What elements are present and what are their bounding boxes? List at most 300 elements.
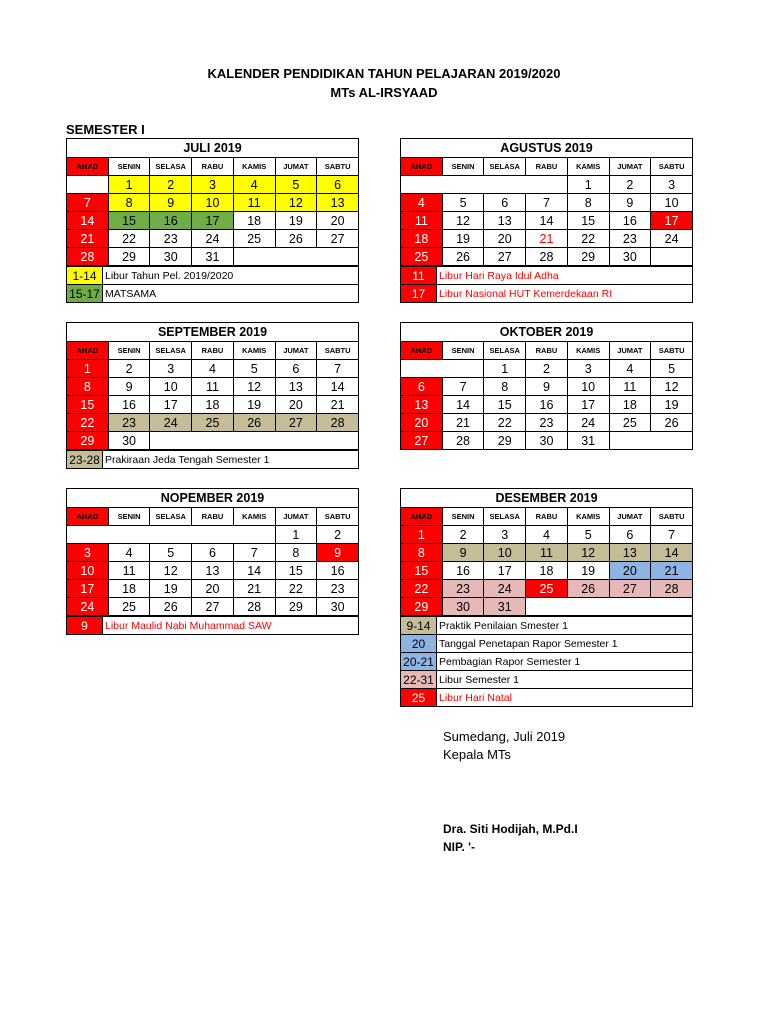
day-cell: 4 (108, 544, 150, 562)
day-cell: 2 (442, 526, 484, 544)
signature-role: Kepala MTs (443, 747, 511, 762)
empty-day-cell (442, 176, 484, 194)
day-name-header: AHAD (401, 158, 443, 176)
day-cell: 19 (150, 580, 192, 598)
day-name-header: SABTU (651, 342, 693, 360)
month-title: JULI 2019 (67, 139, 359, 158)
legend-code: 9 (67, 617, 103, 635)
day-cell: 1 (484, 360, 526, 378)
day-cell: 25 (609, 414, 651, 432)
day-cell: 22 (484, 414, 526, 432)
day-cell: 10 (651, 194, 693, 212)
day-cell: 7 (442, 378, 484, 396)
week-row (401, 176, 693, 194)
empty-day-cell (192, 432, 234, 450)
day-name-header: AHAD (67, 158, 109, 176)
day-cell: 23 (108, 414, 150, 432)
day-cell: 28 (233, 598, 275, 616)
day-cell: 24 (484, 580, 526, 598)
day-cell: 27 (401, 432, 443, 450)
day-cell: 10 (67, 562, 109, 580)
day-cell: 3 (192, 176, 234, 194)
legend-row (67, 451, 359, 469)
day-cell: 17 (484, 562, 526, 580)
day-cell: 22 (401, 580, 443, 598)
legend-row (401, 617, 693, 635)
day-name-header: JUMAT (609, 342, 651, 360)
day-cell: 7 (233, 544, 275, 562)
day-cell: 16 (108, 396, 150, 414)
day-name-header: SENIN (442, 508, 484, 526)
empty-day-cell (401, 360, 443, 378)
day-cell: 12 (233, 378, 275, 396)
day-cell: 18 (526, 562, 568, 580)
legend-row (401, 267, 693, 285)
empty-day-cell (233, 432, 275, 450)
day-name-header: KAMIS (233, 508, 275, 526)
day-cell: 16 (526, 396, 568, 414)
legend-description: MATSAMA (103, 285, 359, 303)
day-cell: 5 (442, 194, 484, 212)
week-row (67, 432, 359, 450)
month-september (66, 322, 359, 469)
day-name-header: JUMAT (609, 158, 651, 176)
day-cell: 1 (567, 176, 609, 194)
month-title: SEPTEMBER 2019 (67, 323, 359, 342)
day-cell: 20 (317, 212, 359, 230)
day-cell: 11 (401, 212, 443, 230)
month-november (66, 488, 359, 635)
day-cell: 28 (651, 580, 693, 598)
day-cell: 24 (192, 230, 234, 248)
day-cell: 18 (233, 212, 275, 230)
day-cell: 21 (67, 230, 109, 248)
legend-code: 9-14 (401, 617, 437, 635)
empty-day-cell (150, 526, 192, 544)
day-cell: 7 (317, 360, 359, 378)
day-cell: 19 (651, 396, 693, 414)
day-cell: 5 (567, 526, 609, 544)
week-row (401, 248, 693, 266)
empty-day-cell (609, 432, 651, 450)
day-cell: 26 (442, 248, 484, 266)
day-cell: 1 (67, 360, 109, 378)
day-cell: 19 (567, 562, 609, 580)
semester-label: SEMESTER I (66, 122, 145, 137)
empty-day-cell (651, 248, 693, 266)
day-cell: 22 (275, 580, 317, 598)
day-cell: 5 (275, 176, 317, 194)
week-row (401, 396, 693, 414)
day-cell: 19 (442, 230, 484, 248)
day-cell: 9 (526, 378, 568, 396)
legend-code: 11 (401, 267, 437, 285)
day-cell: 14 (651, 544, 693, 562)
legend-code: 23-28 (67, 451, 103, 469)
day-cell: 9 (150, 194, 192, 212)
week-row (67, 396, 359, 414)
legend-description: Libur Tahun Pel. 2019/2020 (103, 267, 359, 285)
day-cell: 8 (275, 544, 317, 562)
day-name-header: KAMIS (567, 342, 609, 360)
day-name-header: RABU (192, 342, 234, 360)
day-cell: 3 (651, 176, 693, 194)
day-cell: 14 (67, 212, 109, 230)
calendar-table (66, 322, 359, 450)
day-cell: 30 (609, 248, 651, 266)
day-cell: 20 (192, 580, 234, 598)
empty-day-cell (275, 248, 317, 266)
day-cell: 5 (150, 544, 192, 562)
day-cell: 12 (150, 562, 192, 580)
empty-day-cell (192, 526, 234, 544)
day-cell: 30 (526, 432, 568, 450)
day-name-header: JUMAT (609, 508, 651, 526)
day-name-header: SABTU (651, 508, 693, 526)
day-cell: 16 (317, 562, 359, 580)
day-cell: 17 (150, 396, 192, 414)
day-name-header: SELASA (484, 158, 526, 176)
day-cell: 7 (526, 194, 568, 212)
day-cell: 27 (484, 248, 526, 266)
empty-day-cell (233, 526, 275, 544)
empty-day-cell (317, 248, 359, 266)
day-cell: 3 (67, 544, 109, 562)
day-cell: 3 (484, 526, 526, 544)
day-cell: 13 (401, 396, 443, 414)
day-cell: 27 (317, 230, 359, 248)
day-cell: 14 (442, 396, 484, 414)
legend-row (401, 653, 693, 671)
day-cell: 20 (401, 414, 443, 432)
day-cell: 27 (609, 580, 651, 598)
day-cell: 9 (108, 378, 150, 396)
day-cell: 26 (233, 414, 275, 432)
day-cell: 17 (67, 580, 109, 598)
legend-row (67, 285, 359, 303)
day-cell: 5 (233, 360, 275, 378)
day-cell: 11 (609, 378, 651, 396)
day-cell: 11 (192, 378, 234, 396)
day-cell: 21 (317, 396, 359, 414)
week-row (401, 194, 693, 212)
day-cell: 25 (108, 598, 150, 616)
day-cell: 24 (150, 414, 192, 432)
legend-row (401, 671, 693, 689)
day-cell: 2 (150, 176, 192, 194)
day-cell: 30 (108, 432, 150, 450)
day-cell: 26 (150, 598, 192, 616)
week-row (67, 562, 359, 580)
empty-day-cell (567, 598, 609, 616)
day-cell: 19 (233, 396, 275, 414)
legend-row (67, 267, 359, 285)
week-row (401, 360, 693, 378)
legend-row (67, 617, 359, 635)
day-cell: 29 (108, 248, 150, 266)
week-row (401, 414, 693, 432)
day-cell: 23 (150, 230, 192, 248)
day-cell: 28 (317, 414, 359, 432)
day-cell: 1 (275, 526, 317, 544)
day-cell: 20 (609, 562, 651, 580)
day-cell: 25 (401, 248, 443, 266)
calendar-table (400, 322, 693, 450)
day-cell: 22 (108, 230, 150, 248)
day-cell: 13 (609, 544, 651, 562)
empty-day-cell (609, 598, 651, 616)
legend-description: Libur Semester 1 (437, 671, 693, 689)
day-cell: 23 (442, 580, 484, 598)
day-cell: 13 (484, 212, 526, 230)
day-cell: 15 (401, 562, 443, 580)
day-cell: 10 (150, 378, 192, 396)
day-cell: 28 (442, 432, 484, 450)
day-cell: 6 (609, 526, 651, 544)
day-cell: 30 (317, 598, 359, 616)
day-name-header: KAMIS (233, 158, 275, 176)
legend-code: 1-14 (67, 267, 103, 285)
day-name-header: RABU (526, 508, 568, 526)
day-cell: 9 (442, 544, 484, 562)
day-cell: 10 (192, 194, 234, 212)
day-cell: 14 (526, 212, 568, 230)
day-cell: 25 (192, 414, 234, 432)
day-cell: 8 (401, 544, 443, 562)
day-cell: 7 (651, 526, 693, 544)
day-cell: 24 (567, 414, 609, 432)
day-name-header: SENIN (108, 508, 150, 526)
day-cell: 16 (609, 212, 651, 230)
legend-row (401, 285, 693, 303)
day-name-header: JUMAT (275, 342, 317, 360)
day-cell: 15 (67, 396, 109, 414)
day-cell: 3 (567, 360, 609, 378)
legend-table (66, 616, 359, 635)
week-row (67, 176, 359, 194)
week-row (67, 598, 359, 616)
day-name-header: SENIN (442, 342, 484, 360)
calendar-table (400, 138, 693, 266)
day-cell: 2 (108, 360, 150, 378)
day-cell: 5 (651, 360, 693, 378)
signature-place-date: Sumedang, Juli 2019 (443, 729, 566, 744)
day-cell: 28 (526, 248, 568, 266)
legend-description: Libur Maulid Nabi Muhammad SAW (103, 617, 359, 635)
day-cell: 29 (401, 598, 443, 616)
empty-day-cell (150, 432, 192, 450)
legend-description: Libur Hari Natal (437, 689, 693, 707)
empty-day-cell (651, 432, 693, 450)
school-name: MTs AL-IRSYAAD (330, 85, 438, 100)
signature-nip: NIP. '- (443, 840, 475, 854)
day-cell: 14 (317, 378, 359, 396)
day-cell: 1 (401, 526, 443, 544)
day-cell: 30 (442, 598, 484, 616)
week-row (401, 212, 693, 230)
day-cell: 20 (484, 230, 526, 248)
empty-day-cell (526, 176, 568, 194)
day-cell: 26 (567, 580, 609, 598)
day-name-header: AHAD (401, 508, 443, 526)
legend-code: 22-31 (401, 671, 437, 689)
signature-name: Dra. Siti Hodijah, M.Pd.I (443, 822, 578, 836)
day-cell: 8 (108, 194, 150, 212)
day-name-header: RABU (526, 158, 568, 176)
day-name-header: SELASA (150, 508, 192, 526)
day-cell: 23 (609, 230, 651, 248)
day-cell: 17 (567, 396, 609, 414)
week-row (401, 580, 693, 598)
day-cell: 18 (609, 396, 651, 414)
week-row (67, 194, 359, 212)
day-cell: 16 (150, 212, 192, 230)
day-cell: 15 (567, 212, 609, 230)
week-row (67, 414, 359, 432)
day-cell: 24 (651, 230, 693, 248)
day-name-header: KAMIS (233, 342, 275, 360)
day-name-header: SABTU (317, 158, 359, 176)
day-cell: 2 (526, 360, 568, 378)
day-cell: 13 (317, 194, 359, 212)
day-name-header: KAMIS (567, 158, 609, 176)
day-name-header: SELASA (150, 158, 192, 176)
week-row (67, 212, 359, 230)
day-cell: 30 (150, 248, 192, 266)
day-name-header: RABU (526, 342, 568, 360)
week-row (401, 598, 693, 616)
day-cell: 4 (401, 194, 443, 212)
week-row (67, 544, 359, 562)
day-cell: 13 (192, 562, 234, 580)
empty-day-cell (484, 176, 526, 194)
week-row (67, 248, 359, 266)
day-cell: 10 (567, 378, 609, 396)
day-cell: 4 (609, 360, 651, 378)
day-cell: 25 (526, 580, 568, 598)
legend-row (401, 635, 693, 653)
week-row (67, 378, 359, 396)
day-cell: 23 (317, 580, 359, 598)
day-cell: 27 (275, 414, 317, 432)
day-cell: 28 (67, 248, 109, 266)
day-cell: 31 (567, 432, 609, 450)
day-cell: 24 (67, 598, 109, 616)
empty-day-cell (526, 598, 568, 616)
day-name-header: AHAD (67, 342, 109, 360)
day-cell: 6 (317, 176, 359, 194)
month-december (400, 488, 693, 707)
legend-description: Praktik Penilaian Smester 1 (437, 617, 693, 635)
day-name-header: SENIN (108, 342, 150, 360)
legend-code: 17 (401, 285, 437, 303)
week-row (401, 432, 693, 450)
day-name-header: JUMAT (275, 158, 317, 176)
legend-code: 15-17 (67, 285, 103, 303)
document-title: KALENDER PENDIDIKAN TAHUN PELAJARAN 2019/2020 (207, 66, 561, 81)
month-title: DESEMBER 2019 (401, 489, 693, 508)
month-october (400, 322, 693, 450)
day-cell: 14 (233, 562, 275, 580)
day-name-header: SELASA (150, 342, 192, 360)
day-cell: 20 (275, 396, 317, 414)
week-row (401, 544, 693, 562)
day-cell: 4 (526, 526, 568, 544)
day-name-header: SABTU (317, 508, 359, 526)
day-cell: 29 (567, 248, 609, 266)
day-name-header: SELASA (484, 342, 526, 360)
legend-description: Pembagian Rapor Semester 1 (437, 653, 693, 671)
day-cell: 22 (67, 414, 109, 432)
day-cell: 8 (567, 194, 609, 212)
day-name-header: RABU (192, 508, 234, 526)
day-cell: 17 (651, 212, 693, 230)
day-cell: 6 (275, 360, 317, 378)
day-cell: 2 (317, 526, 359, 544)
day-cell: 16 (442, 562, 484, 580)
day-cell: 26 (275, 230, 317, 248)
day-cell: 29 (275, 598, 317, 616)
legend-code: 20-21 (401, 653, 437, 671)
empty-day-cell (401, 176, 443, 194)
day-cell: 8 (67, 378, 109, 396)
day-cell: 15 (275, 562, 317, 580)
day-name-header: KAMIS (567, 508, 609, 526)
day-cell: 25 (233, 230, 275, 248)
day-cell: 22 (567, 230, 609, 248)
empty-day-cell (442, 360, 484, 378)
day-cell: 12 (567, 544, 609, 562)
calendar-table (400, 488, 693, 616)
day-cell: 15 (108, 212, 150, 230)
month-august (400, 138, 693, 303)
day-name-header: RABU (192, 158, 234, 176)
day-cell: 12 (442, 212, 484, 230)
week-row (67, 230, 359, 248)
empty-day-cell (275, 432, 317, 450)
day-cell: 9 (317, 544, 359, 562)
day-cell: 1 (108, 176, 150, 194)
legend-table (66, 450, 359, 469)
day-cell: 31 (192, 248, 234, 266)
legend-description: Libur Nasional HUT Kemerdekaan RI (437, 285, 693, 303)
day-name-header: SELASA (484, 508, 526, 526)
day-cell: 29 (67, 432, 109, 450)
day-cell: 31 (484, 598, 526, 616)
empty-day-cell (108, 526, 150, 544)
day-cell: 21 (233, 580, 275, 598)
week-row (401, 378, 693, 396)
legend-table (400, 616, 693, 707)
legend-table (66, 266, 359, 303)
day-cell: 2 (609, 176, 651, 194)
week-row (401, 230, 693, 248)
legend-row (401, 689, 693, 707)
empty-day-cell (67, 526, 109, 544)
day-cell: 11 (233, 194, 275, 212)
day-cell: 21 (526, 230, 568, 248)
day-cell: 7 (67, 194, 109, 212)
day-cell: 4 (192, 360, 234, 378)
day-name-header: SABTU (651, 158, 693, 176)
day-cell: 18 (192, 396, 234, 414)
day-cell: 29 (484, 432, 526, 450)
day-cell: 6 (484, 194, 526, 212)
calendar-table (66, 138, 359, 266)
week-row (67, 580, 359, 598)
day-cell: 19 (275, 212, 317, 230)
empty-day-cell (651, 598, 693, 616)
